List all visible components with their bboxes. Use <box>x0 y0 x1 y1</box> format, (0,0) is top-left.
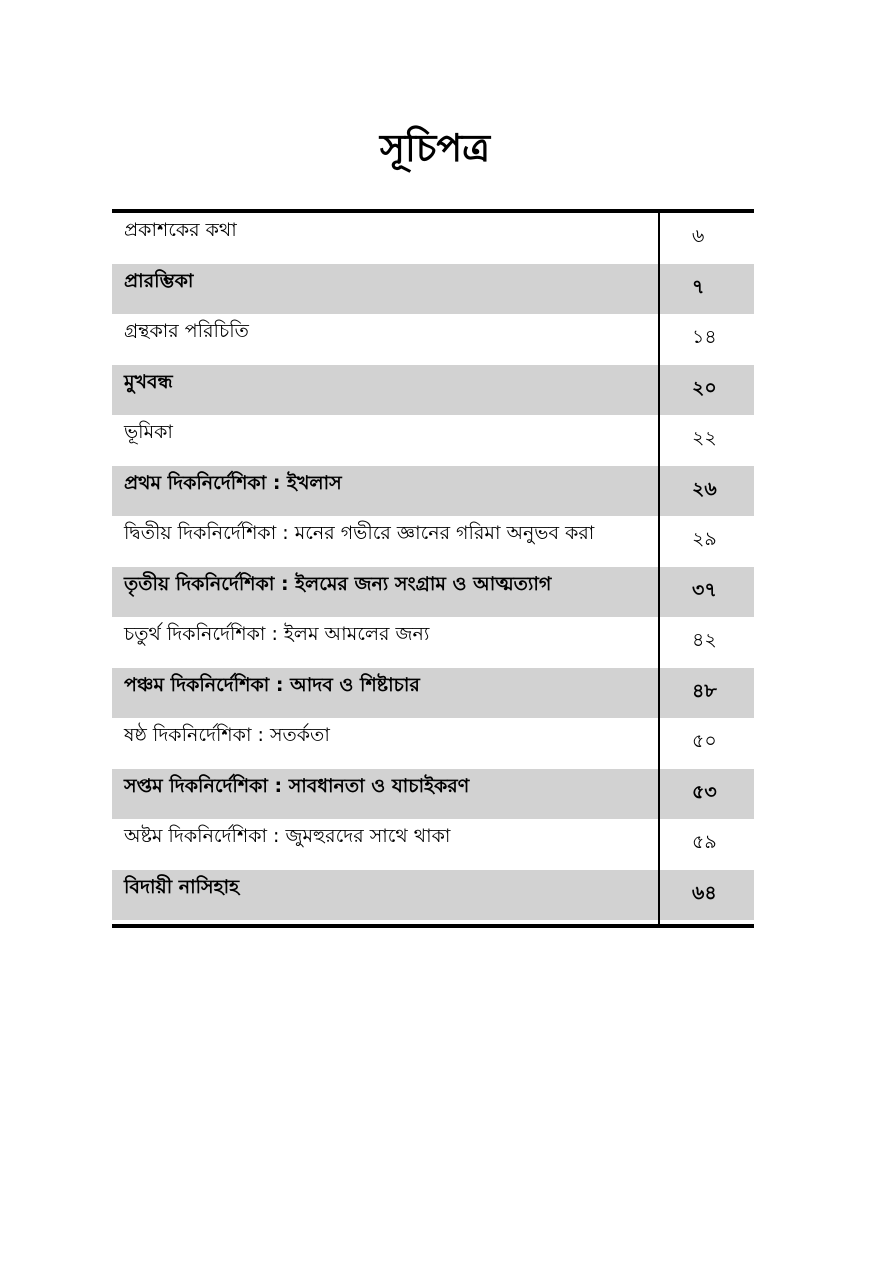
toc-row <box>112 819 754 870</box>
toc-entry-page: ৪২ <box>658 617 754 668</box>
toc-row <box>112 466 754 517</box>
toc-entry-page: ৬ <box>658 213 754 264</box>
toc-row <box>112 264 754 315</box>
toc-entry-page: ৫৯ <box>658 819 754 870</box>
column-divider <box>658 920 754 924</box>
toc-entry-page: ২৯ <box>658 516 754 567</box>
toc-row <box>112 415 754 466</box>
toc-entry-page: ১৪ <box>658 314 754 365</box>
toc-row <box>112 617 754 668</box>
toc-row <box>112 668 754 719</box>
toc-entry-title: সপ্তম দিকনির্দেশিকা : সাবধানতা ও যাচাইকরণ <box>124 774 470 797</box>
toc-row <box>112 769 754 820</box>
page-title: সূচিপত্র <box>379 126 491 170</box>
toc-entry-page: ৩৭ <box>658 567 754 618</box>
toc-entry-title: ভূমিকা <box>124 421 173 443</box>
toc-entry-title: তৃতীয় দিকনির্দেশিকা : ইলমের জন্য সংগ্রাম ও আত্মত্যাগ <box>124 572 552 595</box>
toc-row <box>112 516 754 567</box>
toc-row <box>112 718 754 769</box>
toc-entry-page: ৬৪ <box>658 870 754 921</box>
toc-entry-page: ৫০ <box>658 718 754 769</box>
toc-entry-title: অষ্টম দিকনির্দেশিকা : জুমহুরদের সাথে থাকা <box>124 825 451 847</box>
toc-entry-page: ২২ <box>658 415 754 466</box>
toc-entry-title: প্রকাশকের কথা <box>124 219 237 241</box>
toc-row <box>112 365 754 416</box>
toc-entry-title: প্রারম্ভিকা <box>124 269 194 292</box>
toc-row <box>112 567 754 618</box>
toc-tail <box>112 920 754 924</box>
toc-entry-title: প্রথম দিকনির্দেশিকা : ইখলাস <box>124 471 342 494</box>
toc-entry-page: ৫৩ <box>658 769 754 820</box>
toc-entry-title: দ্বিতীয় দিকনির্দেশিকা : মনের গভীরে জ্ঞানের গরিমা অনুভব করা <box>124 522 595 544</box>
toc-entry-page: ২০ <box>658 365 754 416</box>
toc-entry-title: বিদায়ী নাসিহাহ <box>124 875 240 898</box>
toc-row <box>112 870 754 921</box>
toc-entry-page: ২৬ <box>658 466 754 517</box>
toc-row <box>112 314 754 365</box>
table-of-contents <box>112 209 754 928</box>
toc-entry-page: ৭ <box>658 264 754 315</box>
toc-entry-title: গ্রন্থকার পরিচিতি <box>124 320 249 342</box>
toc-entry-title: চতুর্থ দিকনির্দেশিকা : ইলম আমলের জন্য <box>124 623 430 645</box>
toc-entry-title: পঞ্চম দিকনির্দেশিকা : আদব ও শিষ্টাচার <box>124 673 420 696</box>
toc-entry-title: মুখবন্ধ <box>124 370 173 393</box>
toc-row <box>112 213 754 264</box>
toc-entry-title: ষষ্ঠ দিকনির্দেশিকা : সতর্কতা <box>124 724 330 746</box>
toc-entry-page: ৪৮ <box>658 668 754 719</box>
